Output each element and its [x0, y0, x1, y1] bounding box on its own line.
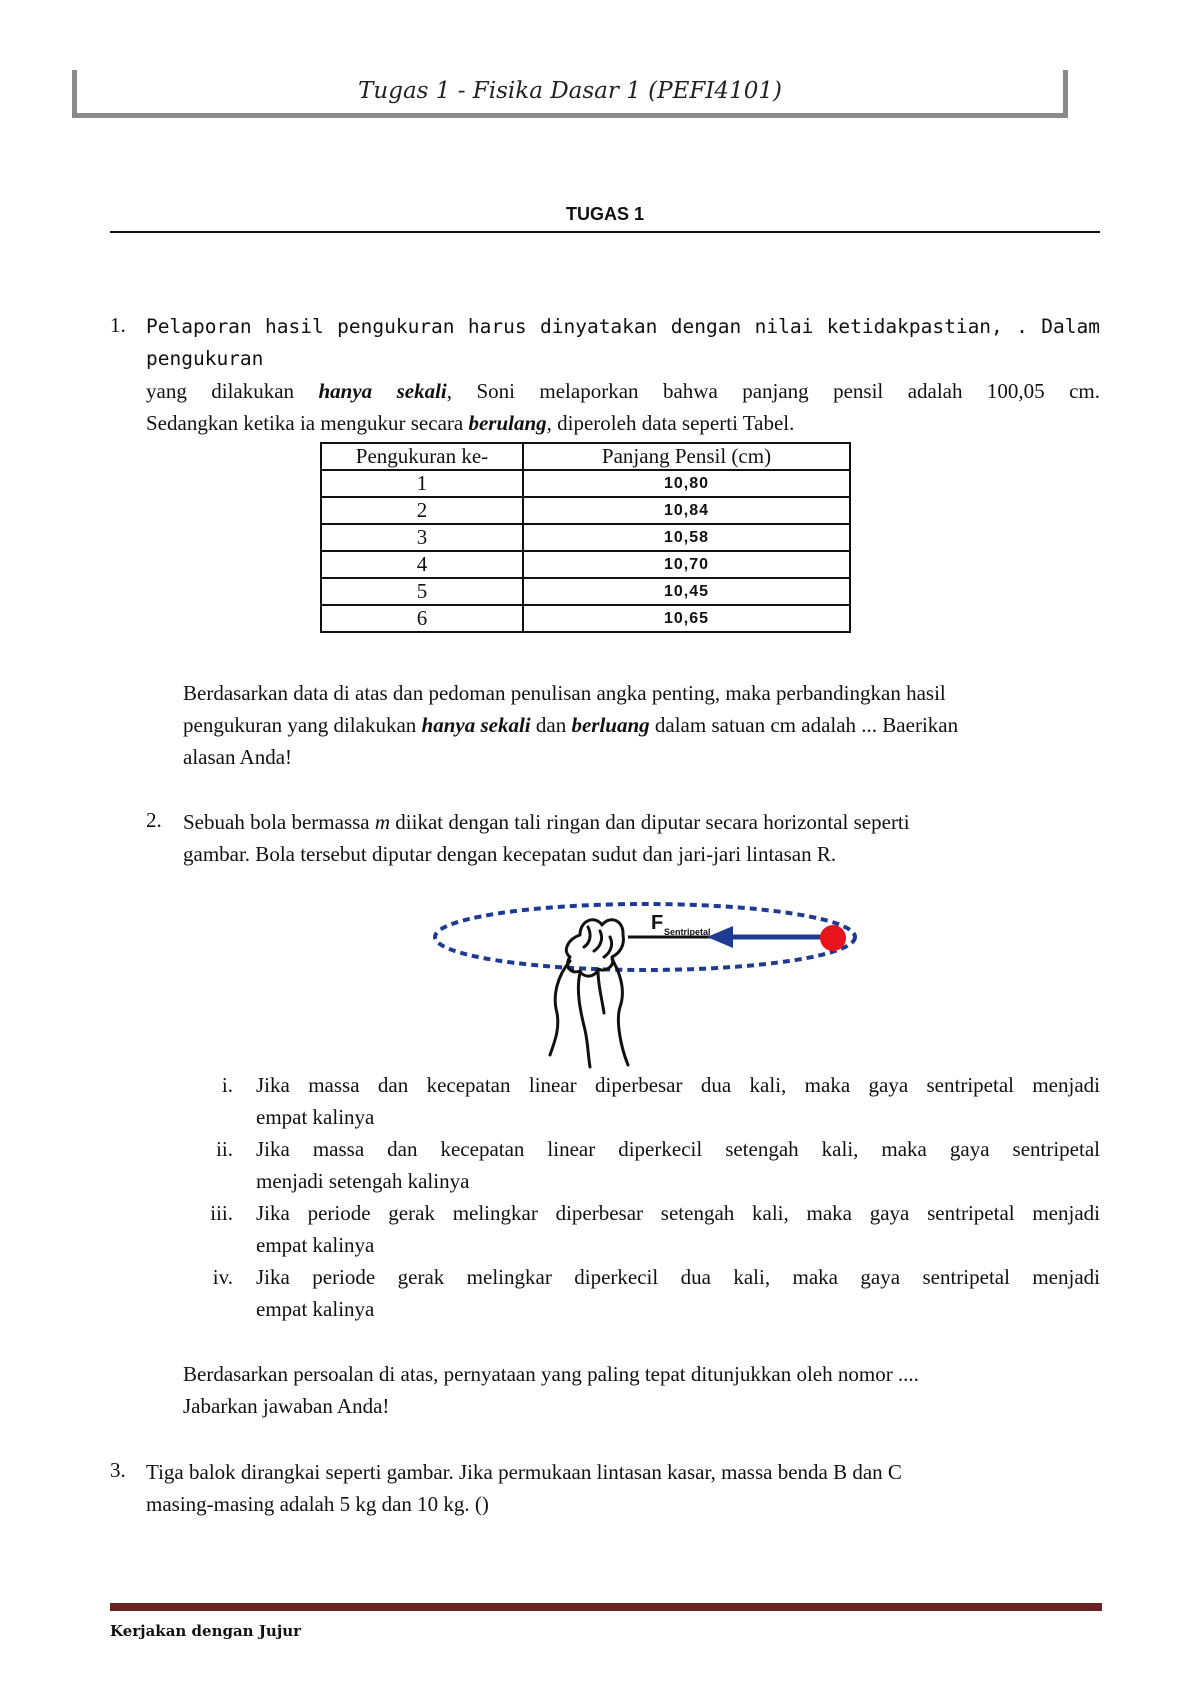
statement-line: empat kalinya	[256, 1105, 375, 1129]
statement-line: empat kalinya	[256, 1233, 375, 1257]
table-cell: 1	[321, 470, 523, 497]
statement-line: Jika massa dan kecepatan linear diperkecil setengah kali, maka gaya sentripetal	[256, 1137, 1100, 1161]
q1-followup-hanya-sekali: hanya sekali	[421, 713, 531, 737]
q3-line2: masing-masing adalah 5 kg dan 10 kg. ()	[146, 1492, 489, 1516]
q2-line2: gambar. Bola tersebut diputar dengan kecepatan sudut dan jari-jari lintasan R.	[183, 842, 837, 866]
table-row	[321, 497, 850, 524]
table-cell: 10,84	[523, 497, 850, 524]
ball	[820, 925, 846, 951]
measurement-table	[320, 442, 851, 633]
q2-statements	[183, 1069, 1100, 1325]
q2-number: 2.	[146, 808, 162, 832]
statement-number: ii.	[216, 1137, 233, 1161]
statement-text	[256, 1133, 1100, 1197]
q1-followup-berluang: berluang	[571, 713, 650, 737]
q1-followup	[183, 677, 1100, 773]
q1-followup-line1: Berdasarkan data di atas dan pedoman penulisan angka penting, maka perbandingkan hasil	[183, 681, 946, 705]
table-cell: 4	[321, 551, 523, 578]
table-cell: 6	[321, 605, 523, 632]
q1-line3-c: , diperoleh data seperti Tabel.	[546, 411, 795, 435]
q2-followup	[183, 1358, 1100, 1422]
table-cell: 5	[321, 578, 523, 605]
q3-line1: Tiga balok dirangkai seperti gambar. Jika permukaan lintasan kasar, massa benda B dan C	[146, 1460, 902, 1484]
force-subscript: Sentripetal	[664, 927, 711, 937]
table-cell: 3	[321, 524, 523, 551]
footer-divider	[110, 1603, 1102, 1611]
table-header-cell: Pengukuran ke-	[321, 443, 523, 470]
force-arrow-head	[707, 926, 733, 948]
q2-followup-line1: Berdasarkan persoalan di atas, pernyataan yang paling tepat ditunjukkan oleh nomor ....	[183, 1362, 919, 1386]
q1-followup-line3: alasan Anda!	[183, 745, 293, 769]
q1-followup-line2	[183, 709, 1100, 741]
table-header-row	[321, 443, 850, 470]
table-row	[321, 605, 850, 632]
q1-line2	[146, 375, 1100, 407]
statement-line: Jika massa dan kecepatan linear diperbesar dua kali, maka gaya sentripetal menjadi	[256, 1073, 1100, 1097]
force-label: F	[651, 912, 664, 934]
statement-text	[256, 1261, 1100, 1325]
hand-icon	[550, 920, 628, 1067]
table-row	[321, 578, 850, 605]
q1-line3	[146, 407, 1100, 439]
q3-number: 3.	[110, 1458, 126, 1482]
statement-line: Jika periode gerak melingkar diperbesar setengah kali, maka gaya sentripetal menjadi	[256, 1201, 1100, 1225]
q1-line1: Pelaporan hasil pengukuran harus dinyatakan dengan nilai ketidakpastian, . Dalam pengukuran	[146, 315, 1100, 370]
section-title: TUGAS 1	[565, 204, 644, 224]
statement-number: iv.	[212, 1265, 233, 1289]
footer-text: Kerjakan dengan Jujur	[110, 1622, 302, 1640]
statement-item	[183, 1133, 1100, 1197]
q2-line1	[183, 806, 1100, 838]
statement-line: Jika periode gerak melingkar diperkecil dua kali, maka gaya sentripetal menjadi	[256, 1265, 1100, 1289]
table-row	[321, 524, 850, 551]
statement-line: empat kalinya	[256, 1297, 375, 1321]
q1-line3-a: Sedangkan ketika ia mengukur secara	[146, 411, 469, 435]
table-header-cell: Panjang Pensil (cm)	[523, 443, 850, 470]
q2-followup-line2: Jabarkan jawaban Anda!	[183, 1394, 390, 1418]
q1-hanya-sekali: hanya sekali	[318, 379, 447, 403]
table-cell: 2	[321, 497, 523, 524]
q2-mass-symbol: m	[374, 810, 391, 834]
section-divider	[110, 231, 1100, 233]
header-title: Tugas 1 - Fisika Dasar 1 (PEFI4101)	[358, 78, 782, 104]
statement-number: i.	[221, 1073, 233, 1097]
q1-berulang: berulang	[468, 411, 547, 435]
statement-number: iii.	[210, 1201, 233, 1225]
table-cell: 10,65	[523, 605, 850, 632]
table-cell: 10,70	[523, 551, 850, 578]
q1-followup-dan: dan	[530, 713, 572, 737]
q1-number: 1.	[110, 313, 126, 337]
q1-followup-end: dalam satuan cm adalah ... Baerikan	[649, 713, 959, 737]
statement-item	[183, 1261, 1100, 1325]
statement-text	[256, 1197, 1100, 1261]
q2-line1-c: diikat dengan tali ringan dan diputar secara horizontal seperti	[390, 810, 910, 834]
q3-text	[146, 1456, 1100, 1520]
statement-line: menjadi setengah kalinya	[256, 1169, 470, 1193]
table-cell: 10,80	[523, 470, 850, 497]
statement-item	[183, 1069, 1100, 1133]
q1-line2-c: , Soni melaporkan bahwa panjang pensil adalah 100,05 cm.	[446, 379, 1100, 403]
q1-line2-a: yang dilakukan	[146, 379, 319, 403]
statement-text	[256, 1069, 1100, 1133]
circular-motion-figure	[430, 895, 860, 1070]
q2-text	[183, 806, 1100, 870]
table-row	[321, 551, 850, 578]
q2-line1-a: Sebuah bola bermassa	[183, 810, 375, 834]
table-row	[321, 470, 850, 497]
table-cell: 10,45	[523, 578, 850, 605]
q1-text	[146, 311, 1100, 439]
table-cell: 10,58	[523, 524, 850, 551]
q1-followup-text: pengukuran yang dilakukan	[183, 713, 422, 737]
statement-item	[183, 1197, 1100, 1261]
